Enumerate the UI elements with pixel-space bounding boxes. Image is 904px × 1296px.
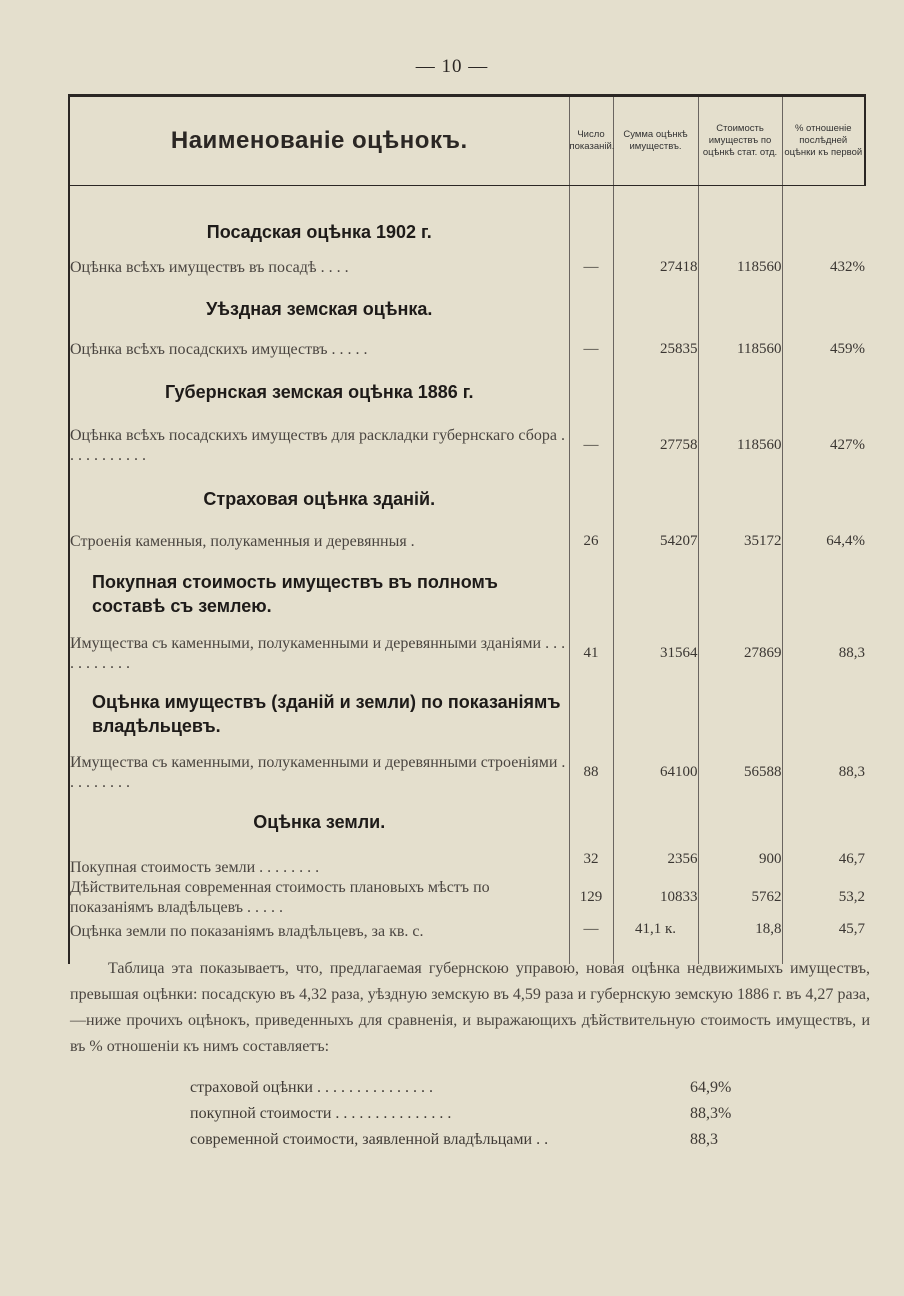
section-title-row [69, 684, 865, 744]
header-sum: Сумма оцѣнкѣ имуществъ. [613, 96, 698, 186]
row-ratio: 88,3 [782, 744, 865, 802]
summary-value: 88,3% [690, 1105, 732, 1122]
table-row [69, 248, 865, 288]
row-sum: 27418 [613, 248, 698, 288]
summary-value: 64,9% [690, 1079, 732, 1096]
row-sum: 2356 [613, 842, 698, 878]
row-sum: 27758 [613, 414, 698, 478]
list-item [190, 1101, 750, 1127]
list-item [190, 1127, 750, 1153]
summary-label: покупной стоимости . . . . . . . . . . . . . . . [190, 1105, 452, 1122]
section-title: Уѣздная земская оцѣнка. [69, 288, 569, 330]
section-title-row [69, 288, 865, 330]
row-sum: 25835 [613, 330, 698, 370]
row-stat: 5762 [698, 878, 782, 918]
row-count: 129 [569, 878, 613, 918]
table-row [69, 878, 865, 918]
row-stat: 18,8 [698, 918, 782, 942]
row-count: — [569, 414, 613, 478]
section-title: Покупная стоимость имуществъ въ полномъ составѣ съ землею. [69, 564, 569, 624]
row-label: Строенія каменныя, полукаменныя и деревянныя . [69, 520, 569, 564]
estimates-table [68, 94, 866, 964]
table-row [69, 744, 865, 802]
row-stat: 900 [698, 842, 782, 878]
section-title: Губернская земская оцѣнка 1886 г. [69, 370, 569, 414]
row-sum: 31564 [613, 624, 698, 684]
row-count: 88 [569, 744, 613, 802]
row-stat: 118560 [698, 248, 782, 288]
row-label: Оцѣнка всѣхъ имуществъ въ посадѣ . . . . [69, 248, 569, 288]
row-ratio: 432% [782, 248, 865, 288]
section-title-row [69, 478, 865, 520]
row-count: — [569, 248, 613, 288]
row-sum: 54207 [613, 520, 698, 564]
row-stat: 27869 [698, 624, 782, 684]
table-row [69, 330, 865, 370]
table-row [69, 624, 865, 684]
header-name: Наименованіе оцѣнокъ. [69, 96, 569, 186]
table-row [69, 842, 865, 878]
row-count: 26 [569, 520, 613, 564]
table-row [69, 414, 865, 478]
section-title: Оцѣнка имуществъ (зданій и земли) по показаніямъ владѣльцевъ. [69, 684, 569, 744]
section-title: Посадская оцѣнка 1902 г. [69, 186, 569, 248]
section-title-row [69, 186, 865, 248]
header-count: Число показаній. [569, 96, 613, 186]
row-count: — [569, 330, 613, 370]
summary-label: современной стоимости, заявленной владѣльцами . . [190, 1131, 549, 1148]
section-title-row [69, 564, 865, 624]
section-title: Оцѣнка земли. [69, 802, 569, 842]
row-label: Имущества съ каменными, полукаменными и деревянными строеніями . . . . . . . . . [69, 744, 569, 802]
row-count: 41 [569, 624, 613, 684]
row-stat: 35172 [698, 520, 782, 564]
table-row [69, 918, 865, 942]
row-ratio: 53,2 [782, 878, 865, 918]
row-ratio: 427% [782, 414, 865, 478]
row-stat: 118560 [698, 330, 782, 370]
explanation-paragraph: Таблица эта показываетъ, что, предлагаемая губернскою управою, новая оцѣнка недвижимыхъ имуществъ, превышая оцѣнки: посадскую въ 4,32 раза, уѣздную земскую въ 4,59 раза и губернскую земскую 1886 г. въ 4,27 раза,—ниже прочихъ оцѣнокъ, приведенныхъ для сравненія, и выражающихъ дѣйствительную стоимость имуществъ, и въ % отношеніи къ нимъ составляетъ: [70, 960, 870, 1055]
row-label: Имущества съ каменными, полукаменными и деревянными зданіями . . . . . . . . . . . [69, 624, 569, 684]
row-sum: 41,1 к. [613, 918, 698, 942]
list-item [190, 1075, 750, 1101]
row-ratio: 45,7 [782, 918, 865, 942]
row-ratio: 64,4% [782, 520, 865, 564]
row-label: Оцѣнка земли по показаніямъ владѣльцевъ, за кв. с. [69, 918, 569, 942]
page-number: — 10 — [415, 56, 489, 77]
row-sum: 64100 [613, 744, 698, 802]
row-label: Оцѣнка всѣхъ посадскихъ имуществъ . . . . . [69, 330, 569, 370]
row-ratio: 46,7 [782, 842, 865, 878]
row-ratio: 459% [782, 330, 865, 370]
row-count: 32 [569, 842, 613, 878]
summary-list [190, 1075, 750, 1153]
row-stat: 56588 [698, 744, 782, 802]
row-count: — [569, 918, 613, 942]
section-title-row [69, 370, 865, 414]
row-ratio: 88,3 [782, 624, 865, 684]
header-ratio: % отношеніе послѣдней оцѣнки къ первой [782, 96, 865, 186]
section-title: Страховая оцѣнка зданій. [69, 478, 569, 520]
row-sum: 10833 [613, 878, 698, 918]
table-row [69, 520, 865, 564]
summary-value: 88,3 [690, 1131, 718, 1148]
summary-label: страховой оцѣнки . . . . . . . . . . . . . . . [190, 1079, 433, 1096]
row-label: Дѣйствительная современная стоимость плановыхъ мѣстъ по показаніямъ владѣльцевъ . . . . . [69, 878, 569, 918]
header-stat: Стоимость имуществъ по оцѣнкѣ стат. отд. [698, 96, 782, 186]
section-title-row [69, 802, 865, 842]
row-label: Оцѣнка всѣхъ посадскихъ имуществъ для раскладки губернскаго сбора . . . . . . . . . . . [69, 414, 569, 478]
row-stat: 118560 [698, 414, 782, 478]
table-header-row [69, 96, 865, 186]
row-label: Покупная стоимость земли . . . . . . . . [69, 842, 569, 878]
